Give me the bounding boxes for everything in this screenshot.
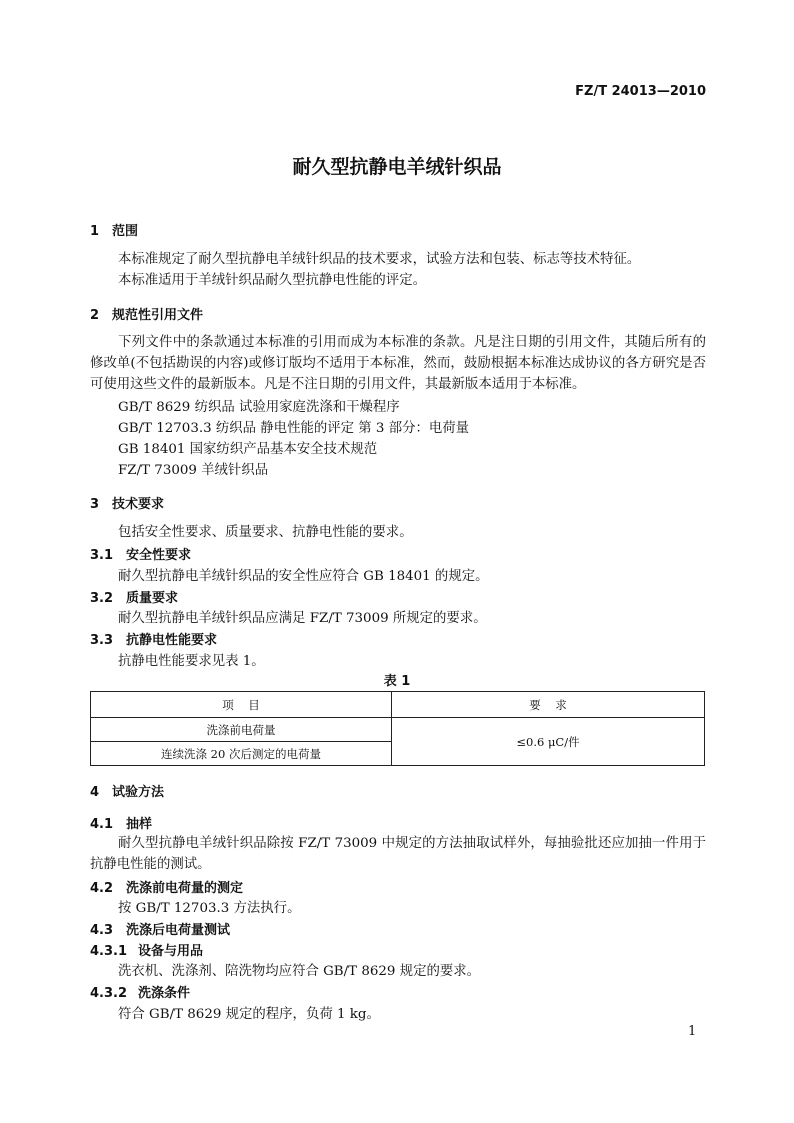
paragraph: 耐久型抗静电羊绒针织品除按 FZ/T 73009 中规定的方法抽取试样外，每抽验批还应加抽一件用于抗静电性能的测试。: [90, 836, 706, 872]
table-row: [91, 718, 705, 742]
section-title: 洗涤条件: [138, 986, 191, 1001]
section-title: 安全性要求: [126, 548, 192, 563]
section-4-3-1-heading: [90, 940, 203, 959]
section-title: 抗静电性能要求: [126, 633, 218, 648]
section-number: 2: [90, 308, 100, 323]
section-title: 质量要求: [126, 591, 179, 606]
table-cell: 连续洗涤 20 次后测定的电荷量: [91, 742, 392, 766]
section-3-1-heading: [90, 544, 191, 563]
section-4-3-heading: [90, 919, 230, 938]
paragraph: 耐久型抗静电羊绒针织品应满足 FZ/T 73009 所规定的要求。: [118, 611, 487, 626]
paragraph: 洗衣机、洗涤剂、陪洗物均应符合 GB/T 8629 规定的要求。: [118, 964, 481, 979]
paragraph: 符合 GB/T 8629 规定的程序，负荷 1 kg。: [118, 1007, 380, 1022]
section-number: 4: [90, 785, 100, 800]
section-number: 3: [90, 497, 100, 512]
document-code: FZ/T 24013—2010: [575, 84, 706, 99]
paragraph: 下列文件中的条款通过本标准的引用而成为本标准的条款。凡是注日期的引用文件，其随后所有的修改单(不包括勘误的内容)或修订版均不适用于本标准，然而，鼓励根据本标准达成协议的各方研究是否可使用这些文件的最新版本。凡是不注日期的引用文件，其最新版本适用于本标准。: [90, 335, 706, 392]
paragraph: 本标准适用于羊绒针织品耐久型抗静电性能的评定。: [118, 273, 426, 288]
section-3-heading: [90, 493, 164, 512]
section-4-2-heading: [90, 877, 243, 896]
reference-item: GB 18401 国家纺织产品基本安全技术规范: [118, 442, 378, 457]
page-number: 1: [688, 1024, 697, 1039]
reference-item: FZ/T 73009 羊绒针织品: [118, 463, 269, 478]
section-number: 4.1: [90, 817, 114, 832]
section-4-1-heading: [90, 813, 152, 832]
paragraph: 本标准规定了耐久型抗静电羊绒针织品的技术要求，试验方法和包装、标志等技术特征。: [118, 252, 641, 267]
section-title: 技术要求: [112, 497, 165, 512]
section-number: 4.3.1: [90, 944, 128, 959]
paragraph: 按 GB/T 12703.3 方法执行。: [118, 901, 301, 916]
reference-item: GB/T 8629 纺织品 试验用家庭洗涤和干燥程序: [118, 400, 400, 415]
section-number: 3.3: [90, 633, 114, 648]
column-header-requirement: 要 求: [392, 692, 705, 718]
section-number: 4.2: [90, 881, 114, 896]
section-3-3-heading: [90, 629, 217, 648]
table-caption: 表 1: [383, 674, 411, 689]
section-number: 1: [90, 224, 100, 239]
section-2-heading: [90, 304, 203, 323]
section-4-heading: [90, 781, 164, 800]
page-title: 耐久型抗静电羊绒针织品: [292, 156, 502, 178]
section-title: 试验方法: [112, 785, 165, 800]
section-1-heading: [90, 220, 138, 239]
section-number: 4.3.2: [90, 986, 128, 1001]
section-title: 规范性引用文件: [112, 308, 204, 323]
section-title: 范围: [112, 224, 139, 239]
table-cell: 洗涤前电荷量: [91, 718, 392, 742]
section-title: 洗涤后电荷量测试: [126, 923, 231, 938]
section-title: 洗涤前电荷量的测定: [126, 881, 244, 896]
paragraph: 抗静电性能要求见表 1。: [118, 654, 265, 669]
table-header-row: [91, 692, 705, 718]
table-cell-requirement: ≤0.6 μC/件: [392, 718, 705, 766]
section-4-3-2-heading: [90, 982, 190, 1001]
antistatic-requirements-table: [90, 691, 705, 766]
section-title: 设备与用品: [138, 944, 204, 959]
section-3-2-heading: [90, 587, 178, 606]
section-number: 3.2: [90, 591, 114, 606]
paragraph: 包括安全性要求、质量要求、抗静电性能的要求。: [118, 525, 413, 540]
column-header-item: 项 目: [91, 692, 392, 718]
section-number: 4.3: [90, 923, 114, 938]
reference-item: GB/T 12703.3 纺织品 静电性能的评定 第 3 部分：电荷量: [118, 421, 470, 436]
section-title: 抽样: [126, 817, 153, 832]
paragraph: 耐久型抗静电羊绒针织品的安全性应符合 GB 18401 的规定。: [118, 569, 489, 584]
section-number: 3.1: [90, 548, 114, 563]
